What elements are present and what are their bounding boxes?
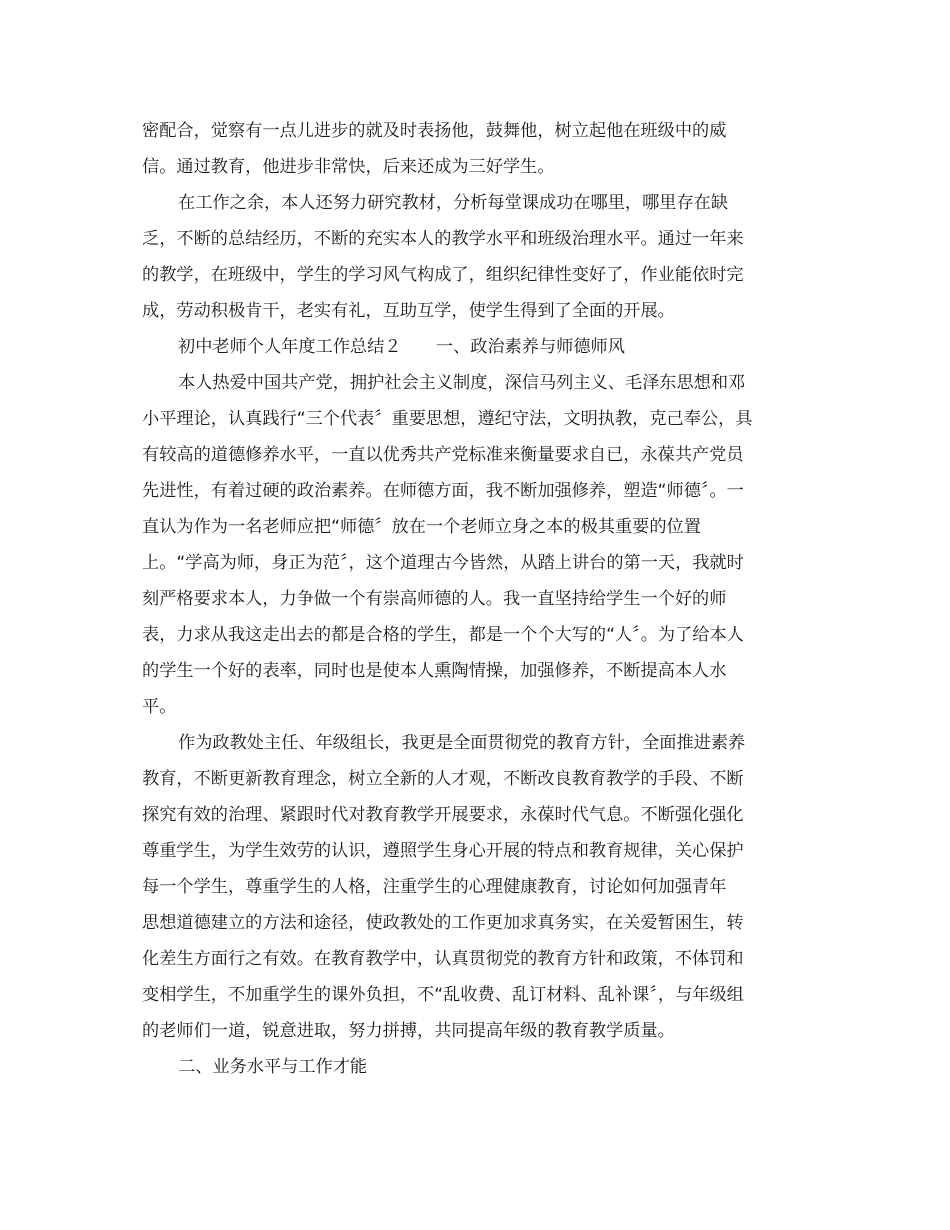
- section-heading: 初中老师个人年度工作总结２ 一、政治素养与师德师风: [178, 337, 625, 357]
- text-line: 探究有效的治理、紧跟时代对教育教学开展要求，永葆时代气息。不断强化强化: [142, 805, 744, 825]
- text-line: 表，力求从我这走出去的都是合格的学生，都是一个个大写的“人〞。为了给本人: [142, 625, 744, 645]
- text-line: 化差生方面行之有效。在教育教学中，认真贯彻党的教育方针和政策，不体罚和: [142, 949, 744, 969]
- text-line: 的老师们一道，锐意进取，努力拼搏，共同提高年级的教育教学质量。: [142, 1021, 675, 1041]
- text-line: 平。: [142, 697, 177, 717]
- text-line: 密配合，觉察有一点儿进步的就及时表扬他，鼓舞他，树立起他在班级中的威: [142, 121, 727, 141]
- text-line: 小平理论，认真践行“三个代表〞重要思想，遵纪守法，文明执教，克己奉公，具: [142, 409, 753, 429]
- text-line: 尊重学生，为学生效劳的认识，遵照学生身心开展的特点和教育规律，关心保护: [142, 841, 744, 861]
- text-line: 先进性，有着过硬的政治素养。在师德方面，我不断加强修养，塑造“师德〞。一: [142, 481, 744, 501]
- text-line: 每一个学生，尊重学生的人格，注重学生的心理健康教育，讨论如何加强青年: [142, 877, 727, 897]
- text-line: 成，劳动积极肯干，老实有礼，互助互学，使学生得到了全面的开展。: [142, 301, 675, 321]
- text-line: 的学生一个好的表率，同时也是使本人熏陶情操，加强修养，不断提高本人水: [142, 661, 727, 681]
- text-line: 乏，不断的总结经历，不断的充实本人的教学水平和班级治理水平。通过一年来: [142, 229, 744, 249]
- text-line: 作为政教处主任、年级组长，我更是全面贯彻党的教育方针，全面推进素养: [178, 733, 746, 753]
- text-line: 刻严格要求本人，力争做一个有崇高师德的人。我一直坚持给学生一个好的师: [142, 589, 727, 609]
- section-heading: 二、业务水平与工作才能: [178, 1057, 368, 1077]
- text-line: 直认为作为一名老师应把“师德〞放在一个老师立身之本的极其重要的位置: [142, 517, 701, 537]
- text-line: 上。“学高为师，身正为范〞，这个道理古今皆然，从踏上讲台的第一天，我就时: [142, 553, 744, 573]
- text-line: 思想道德建立的方法和途径，使政教处的工作更加求真务实，在关爱暂困生，转: [142, 913, 744, 933]
- text-line: 的教学，在班级中，学生的学习风气构成了，组织纪律性变好了，作业能依时完: [142, 265, 744, 285]
- text-line: 信。通过教育，他进步非常快，后来还成为三好学生。: [142, 157, 555, 177]
- text-line: 教育，不断更新教育理念，树立全新的人才观，不断改良教育教学的手段、不断: [142, 769, 744, 789]
- text-line: 在工作之余，本人还努力研究教材，分析每堂课成功在哪里，哪里存在缺: [178, 193, 729, 213]
- text-line: 有较高的道德修养水平，一直以优秀共产党标准来衡量要求自已，永葆共产党员: [142, 445, 744, 465]
- text-line: 变相学生，不加重学生的课外负担，不“乱收费、乱订材料、乱补课〞，与年级组: [142, 985, 744, 1005]
- text-line: 本人热爱中国共产党，拥护社会主义制度，深信马列主义、毛泽东思想和邓: [178, 373, 746, 393]
